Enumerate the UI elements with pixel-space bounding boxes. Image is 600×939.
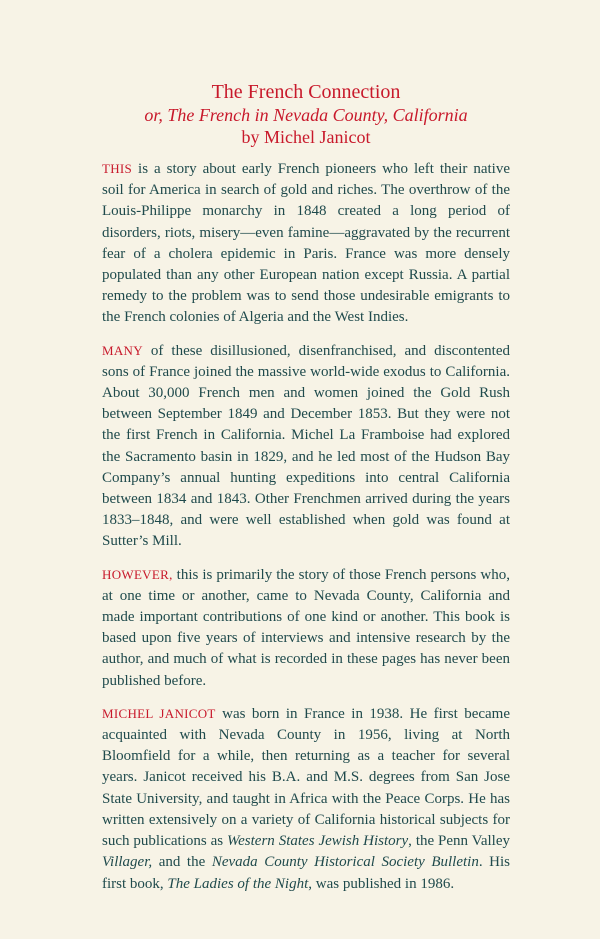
paragraph-text: and the xyxy=(152,854,212,871)
paragraph-lead-word: THIS xyxy=(102,161,133,176)
paragraph-text: this is primarily the story of those French persons who, at one time or another, came to Nevada County, California and made important contributions of one kind or another. This book is based upon five years of interviews and intensive research by the author, and much of what is recorded in these pages has never been published before. xyxy=(102,566,510,689)
author-byline: by Michel Janicot xyxy=(241,127,371,147)
paragraph-text: , was published in 1986. xyxy=(308,875,455,892)
paragraph-text: of these disillusioned, disenfranchised, and discontented sons of France joined the massive world-wide exodus to California. About 30,000 French men and women joined the Gold Rush between September 1849 and December 1853. But they were not the first French in California. Michel La Framboise had explored the Sacramento basin in 1829, and he led most of the Hudson Bay Company’s annual hunting expeditions into central California between 1834 and 1843. Other Frenchmen arrived during the years 1833–1848, and were well established when gold was found at Sutter’s Mill. xyxy=(102,342,510,550)
paragraph-lead-word: MANY xyxy=(102,342,143,358)
book-title-reference: The Ladies of the Night xyxy=(167,875,309,892)
publication-title: Western States Jewish History xyxy=(227,833,409,850)
paragraph-author-bio xyxy=(102,703,510,895)
paragraph-intro xyxy=(102,158,510,329)
paragraph-scope xyxy=(102,564,510,692)
book-subtitle: or, The French in Nevada County, California xyxy=(144,105,468,125)
publication-title: Villager, xyxy=(102,854,153,871)
paragraph-text: was born in France in 1938. He first became acquainted with Nevada County in 1956, living at North Bloomfield for a while, then returning as a teacher for several years. Janicot received his B.A. and M.S. degrees from San Jose State University, and taught in Africa with the Peace Corps. He has written extensively on a variety of California historical subjects for such publications as xyxy=(102,705,511,850)
publication-title: Nevada County Historical Society Bulletin xyxy=(211,854,479,871)
paragraph-lead-word: HOWEVER, xyxy=(102,566,173,582)
paragraph-text: . His first book, xyxy=(102,854,510,892)
paragraph-history xyxy=(102,340,510,553)
paragraph-text: , the Penn Valley xyxy=(408,833,510,850)
paragraph-text: is a story about early French pioneers who left their native soil for America in search of gold and riches. The overthrow of the Louis-Philippe monarchy in 1848 created a long period of disorders, riots, misery—even famine—aggravated by the recurrent fear of a cholera epidemic in Paris. France was more densely populated than any other European nation except Russia. A partial remedy to the problem was to send those undesirable emigrants to the French colonies of Algeria and the West Indies. xyxy=(102,161,510,326)
book-title: The French Connection xyxy=(211,81,401,103)
paragraph-lead-word: MICHEL JANICOT xyxy=(102,705,216,721)
